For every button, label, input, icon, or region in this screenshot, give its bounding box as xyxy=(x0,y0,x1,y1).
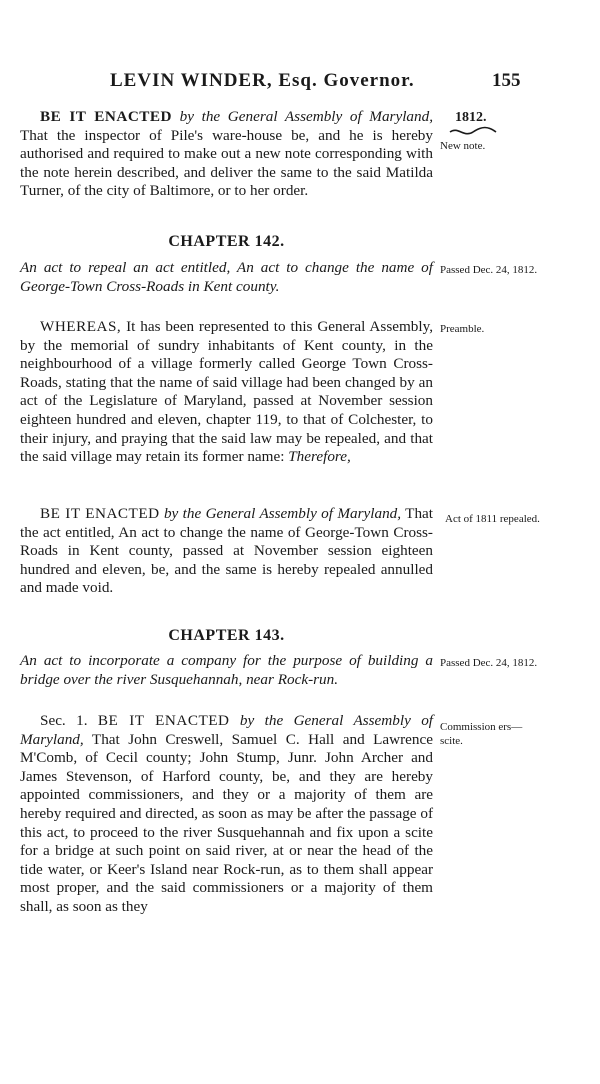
section-1-paragraph xyxy=(20,108,433,201)
enacting-clause-lead: BE IT ENACTED xyxy=(97,712,230,729)
chapter-143-section-1 xyxy=(20,712,433,917)
chapter-142-enacting-text: That the act entitled, An act to change the name of George-Town Cross-Roads in Kent county, passed at November session eighteen hundred and eleven, be, and the same is hereby repealed annulled and made void. xyxy=(20,505,434,597)
margin-note-passed-143: Passed Dec. 24, 1812. xyxy=(440,657,538,669)
section-label: Sec. 1. xyxy=(40,712,88,729)
chapter-142-preamble xyxy=(20,318,433,467)
chapter-143-heading: CHAPTER 143. xyxy=(168,627,285,644)
chapter-142-title: An act to repeal an act entitled, An act to change the name of George-Town Cross-Roads in Kent county. xyxy=(20,259,433,295)
running-head: LEVIN WINDER, Esq. Governor. xyxy=(110,70,415,91)
page-number: 155 xyxy=(492,70,521,91)
margin-note-new-note: New note. xyxy=(440,140,486,152)
margin-note-passed-142: Passed Dec. 24, 1812. xyxy=(440,264,538,276)
section-1-text: That the inspector of Pile's ware-house be, and he is hereby authorised and required to make out a new note corresponding with the note herein described, and deliver the same to the said Matilda Turner, of the city of Baltimore, or to her order. xyxy=(20,126,433,200)
chapter-142-heading: CHAPTER 142. xyxy=(168,233,285,250)
whereas-text: It has been represented to this General Assembly, by the memorial of sundry inhabitants of Kent county, in the neighbourhood of a village formerly called George Town Cross-Roads, stating that the name of said village had been changed by an act of the Legislature of Maryland, passed at November session eighteen hundred and eleven, chapter 119, to that of Colchester, to their injury, and praying that the said law may be repealed, and that the said village may retain its former name: xyxy=(20,318,433,466)
enacting-clause-italic: by the General Assembly of Maryland, xyxy=(163,505,402,522)
enacting-clause-lead: BE IT ENACTED xyxy=(40,108,173,125)
whereas-lead: WHEREAS, xyxy=(40,318,122,335)
therefore-text: Therefore, xyxy=(288,448,351,466)
enacting-clause-italic: by the General Assembly of Maryland, xyxy=(20,712,434,748)
margin-note-act-repealed: Act of 1811 repealed. xyxy=(445,513,540,525)
chapter-143-title: An act to incorporate a company for the purpose of building a bridge over the river Susquehannah, near Rock-run. xyxy=(20,652,433,688)
swash-ornament-icon xyxy=(448,126,498,138)
margin-year: 1812. xyxy=(455,110,487,125)
chapter-142-enacting xyxy=(20,505,433,598)
enacting-clause-lead: BE IT ENACTED xyxy=(40,505,160,522)
margin-note-preamble: Preamble. xyxy=(440,323,485,335)
margin-note-commissioners: Commission ers—scite. xyxy=(440,721,523,747)
enacting-clause-italic: by the General Assembly of Maryland, xyxy=(179,108,434,125)
chapter-143-enacting-text: That John Creswell, Samuel C. Hall and Lawrence M'Comb, of Cecil county; John Stump, Junr. John Archer and James Stevenson, of Harford county, be, and they are hereby appointed commissioners, and they or a majority of them are hereby required and directed, as soon as may be after the passage of this act, to proceed to the river Susquehannah and fix upon a scite for a bridge at such point on said river, at or near the head of the tide water, or Keer's Island near Rock-run, as to them shall appear most proper, and the said commissioners or a majority of them shall, as soon as they xyxy=(20,730,433,915)
